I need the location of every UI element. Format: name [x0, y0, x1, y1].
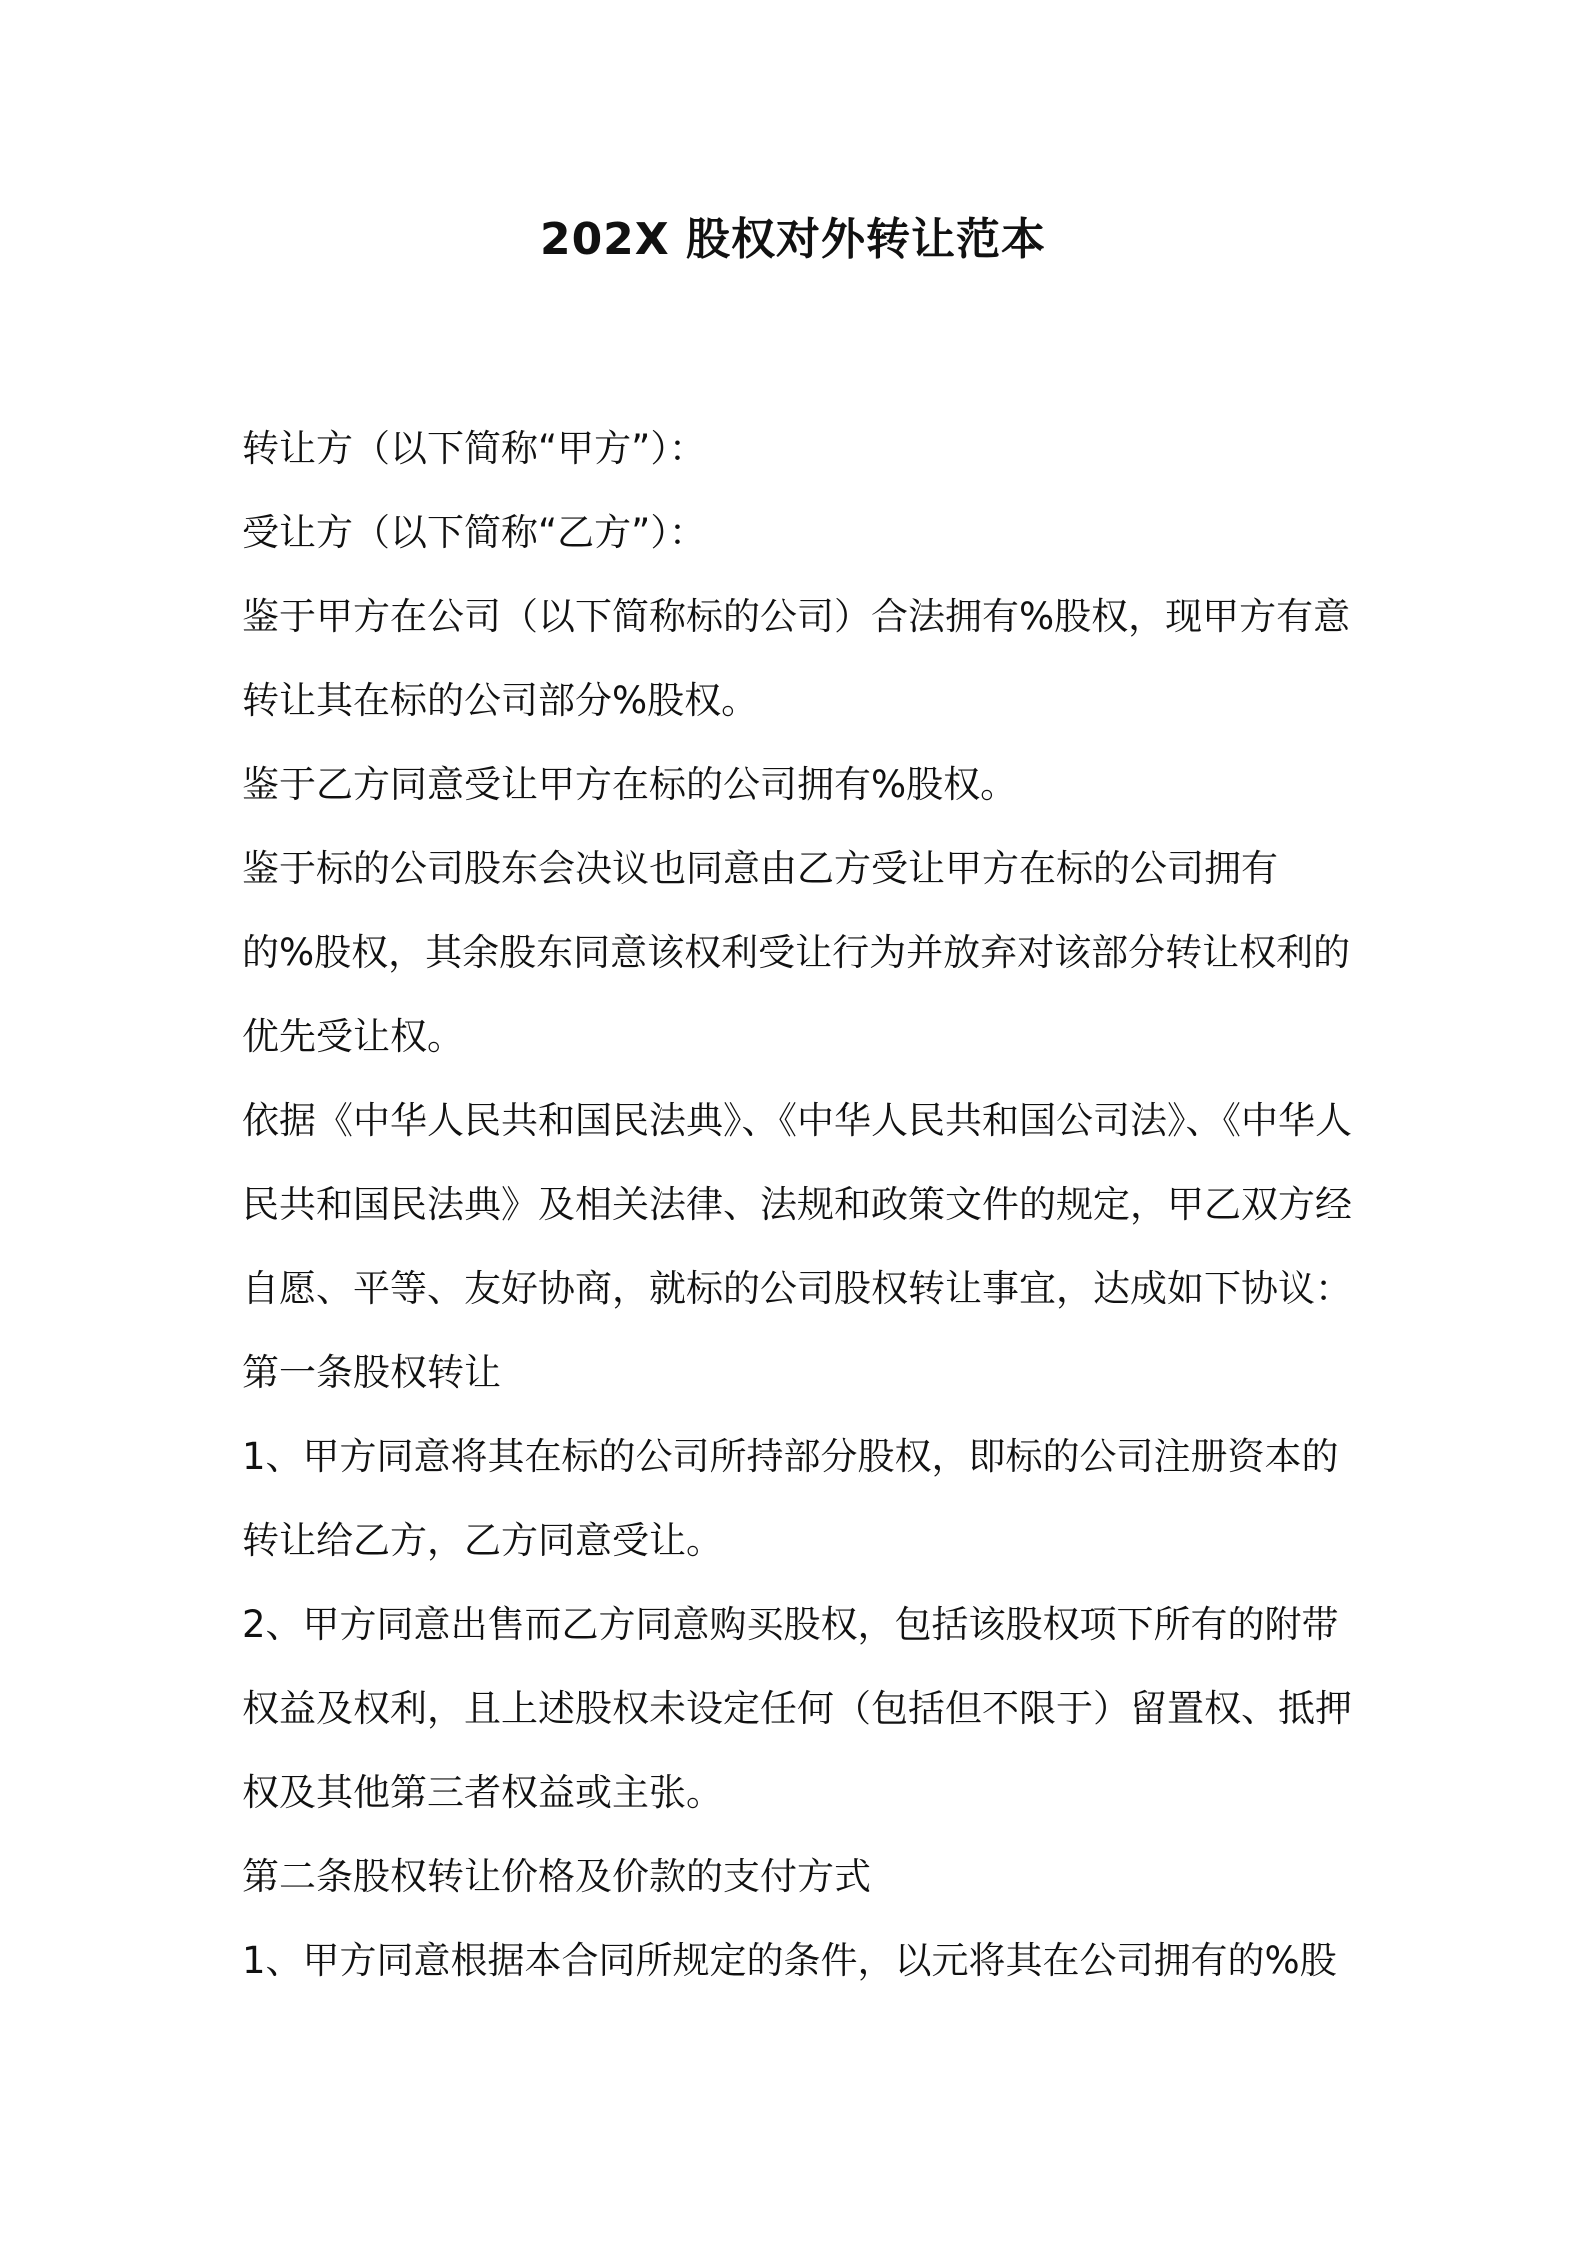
paragraph-line: 转让给乙方，乙方同意受让。 [242, 1519, 723, 1562]
section-heading: 第二条股权转让价格及价款的支付方式 [242, 1855, 871, 1898]
paragraph-line: 民共和国民法典》及相关法律、法规和政策文件的规定，甲乙双方经 [242, 1183, 1352, 1226]
document-title: 202X 股权对外转让范本 [539, 214, 1047, 265]
paragraph-line: 优先受让权。 [242, 1015, 464, 1058]
paragraph-line: 转让其在标的公司部分%股权。 [242, 679, 759, 722]
paragraph-line: 1、甲方同意将其在标的公司所持部分股权，即标的公司注册资本的 [242, 1435, 1339, 1478]
paragraph-line: 2、甲方同意出售而乙方同意购买股权，包括该股权项下所有的附带 [242, 1603, 1339, 1646]
paragraph-line: 依据《中华人民共和国民法典》、《中华人民共和国公司法》、《中华人 [242, 1099, 1352, 1142]
paragraph-line: 受让方（以下简称“乙方”）： [242, 511, 706, 554]
paragraph-line: 权及其他第三者权益或主张。 [242, 1771, 723, 1814]
paragraph-line: 1、甲方同意根据本合同所规定的条件，以元将其在公司拥有的%股 [242, 1939, 1337, 1982]
paragraph-line: 转让方（以下简称“甲方”）： [242, 427, 706, 470]
paragraph-line: 自愿、平等、友好协商，就标的公司股权转让事宜，达成如下协议： [242, 1267, 1352, 1310]
paragraph-line: 权益及权利，且上述股权未设定任何（包括但不限于）留置权、抵押 [242, 1687, 1352, 1730]
paragraph-line: 鉴于乙方同意受让甲方在标的公司拥有%股权。 [242, 763, 1018, 806]
section-heading: 第一条股权转让 [242, 1351, 501, 1394]
document-body [242, 407, 1360, 2003]
paragraph-line: 鉴于甲方在公司（以下简称标的公司）合法拥有%股权，现甲方有意 [242, 595, 1351, 638]
paragraph-line: 的%股权，其余股东同意该权利受让行为并放弃对该部分转让权利的 [242, 931, 1351, 974]
paragraph-line: 鉴于标的公司股东会决议也同意由乙方受让甲方在标的公司拥有 [242, 847, 1278, 890]
